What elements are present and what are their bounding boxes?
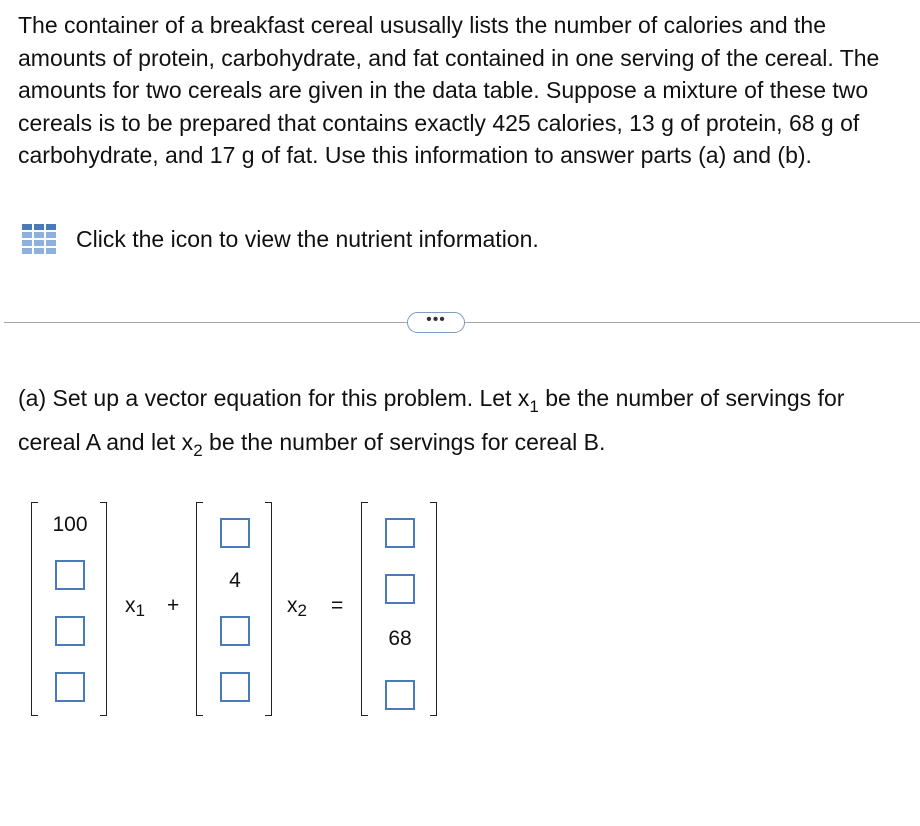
vector-a-fat-input[interactable] bbox=[55, 672, 85, 702]
x1-label: $x_1$ bbox=[125, 594, 145, 620]
part-a-middle: be the number of servings for cereal A and let x bbox=[18, 385, 845, 455]
part-a-instructions bbox=[18, 376, 913, 464]
vector-target bbox=[361, 502, 437, 716]
vector-b-protein-value: 4 bbox=[229, 569, 241, 592]
vector-a-carbohydrate-input[interactable] bbox=[55, 616, 85, 646]
vector-b-fat-input[interactable] bbox=[220, 672, 250, 702]
part-a-prefix: (a) Set up a vector equation for this problem. Let x bbox=[18, 385, 530, 411]
part-a-suffix: be the number of servings for cereal B. bbox=[202, 429, 606, 455]
target-protein-input[interactable] bbox=[385, 574, 415, 604]
vector-a-calories-value: 100 bbox=[52, 513, 88, 536]
bracket-right bbox=[100, 502, 107, 716]
target-fat-input[interactable] bbox=[385, 680, 415, 710]
bracket-right bbox=[265, 502, 272, 716]
bracket-left bbox=[361, 502, 368, 716]
part-a-sub-1: 1 bbox=[529, 397, 539, 416]
bracket-left bbox=[31, 502, 38, 716]
nutrient-info-link[interactable] bbox=[22, 222, 539, 256]
bracket-right bbox=[430, 502, 437, 716]
vector-cereal-b bbox=[196, 502, 272, 716]
expand-more-button[interactable]: ••• bbox=[407, 312, 465, 333]
target-calories-input[interactable] bbox=[385, 518, 415, 548]
problem-statement: The container of a breakfast cereal ususally lists the number of calories and the amounts of protein, carbohydrate, and fat contained in one serving of the cereal. The amounts for two cereals are given in the data table. Suppose a mixture of these two cereals is to be prepared that contains exactly 425 calories, 13 g of protein, 68 g of carbohydrate, and 17 g of fat. Use this information to answer parts (a) and (b). bbox=[18, 12, 880, 168]
target-carbohydrate-value: 68 bbox=[388, 627, 412, 650]
vector-a-protein-input[interactable] bbox=[55, 560, 85, 590]
part-a-sub-2: 2 bbox=[193, 441, 203, 460]
x2-label: $x_2$ bbox=[287, 594, 307, 620]
bracket-left bbox=[196, 502, 203, 716]
plus-sign: + bbox=[167, 594, 180, 617]
nutrient-info-label[interactable]: Click the icon to view the nutrient information. bbox=[76, 225, 539, 252]
equals-sign: = bbox=[331, 594, 344, 617]
vector-b-calories-input[interactable] bbox=[220, 518, 250, 548]
vector-cereal-a bbox=[31, 502, 107, 716]
table-grid-icon[interactable] bbox=[22, 224, 56, 254]
vector-b-carbohydrate-input[interactable] bbox=[220, 616, 250, 646]
